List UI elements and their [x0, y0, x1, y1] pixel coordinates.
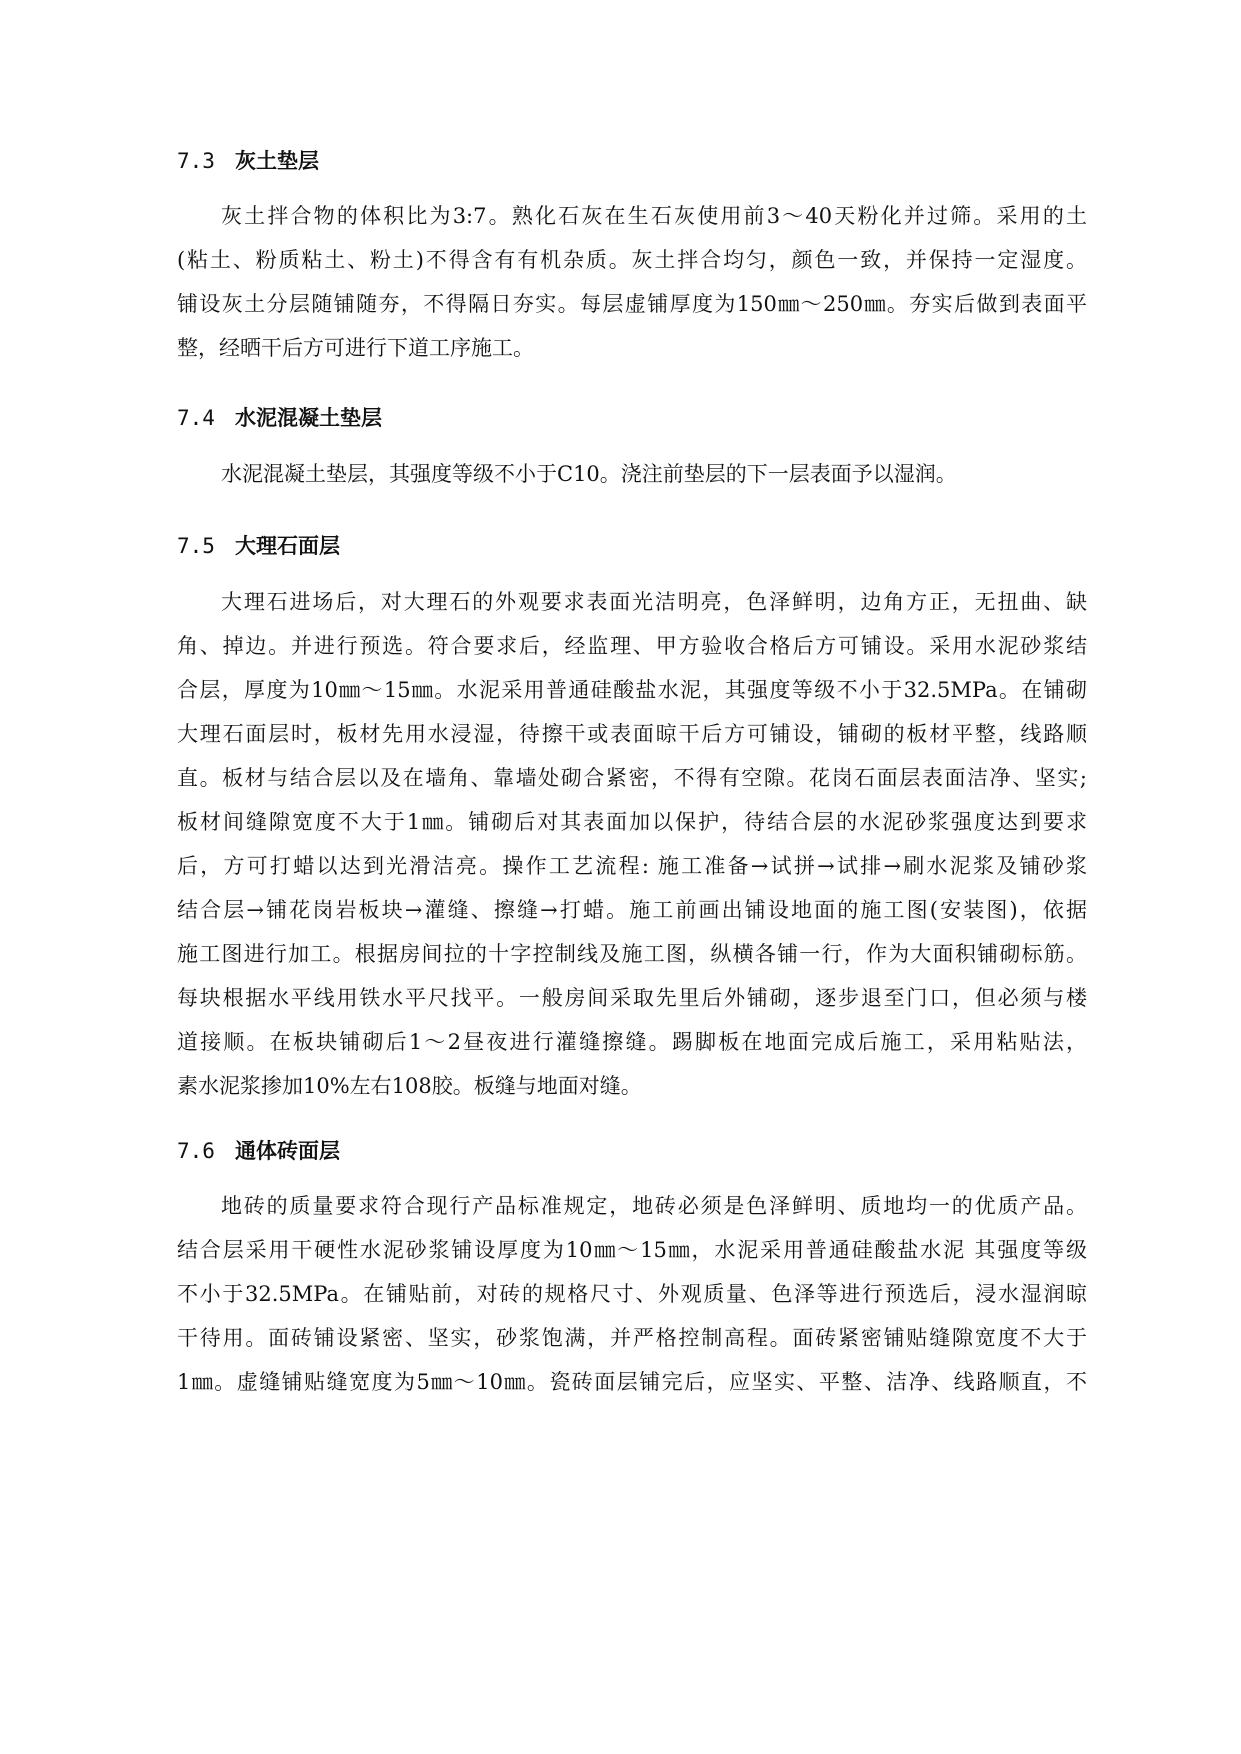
text-line: 合层，厚度为10㎜～15㎜。水泥采用普通硅酸盐水泥，其强度等级不小于32.5MPa。在铺砌: [177, 678, 1087, 702]
text-line: 大理石进场后，对大理石的外观要求表面光洁明亮，色泽鲜明，边角方正，无扭曲、缺: [221, 590, 1087, 614]
text-line: 1㎜。虚缝铺贴缝宽度为5㎜～10㎜。瓷砖面层铺完后，应坚实、平整、洁净、线路顺直，不: [177, 1370, 1087, 1394]
text-line: 后，方可打蜡以达到光滑洁亮。操作工艺流程: 施工准备→试拼→试排→刷水泥浆及铺砂浆: [177, 854, 1087, 878]
text-line: 结合层采用干硬性水泥砂浆铺设厚度为10㎜～15㎜，水泥采用普通硅酸盐水泥 其强度等级: [177, 1238, 1087, 1262]
section-heading-7-4: [177, 403, 382, 433]
text-line: 施工图进行加工。根据房间拉的十字控制线及施工图，纵横各铺一行，作为大面积铺砌标筋。: [177, 942, 1087, 966]
section-heading-7-5: [177, 531, 340, 561]
text-line: 不小于32.5MPa。在铺贴前，对砖的规格尺寸、外观质量、色泽等进行预选后，浸水湿润晾: [177, 1282, 1087, 1306]
section-heading-7-3: [177, 146, 319, 176]
section-paragraph-7-5: [177, 580, 1087, 1108]
text-line: (粘土、粉质粘土、粉土)不得含有有机杂质。灰土拌合均匀，颜色一致，并保持一定湿度。: [177, 248, 1087, 272]
text-line: 角、掉边。并进行预选。符合要求后，经监理、甲方验收合格后方可铺设。采用水泥砂浆结: [177, 634, 1087, 658]
section-number: 7.6: [177, 1139, 215, 1163]
section-title: 大理石面层: [235, 534, 340, 558]
section-heading-7-6: [177, 1136, 340, 1166]
section-number: 7.5: [177, 534, 215, 558]
section-paragraph-7-3: [177, 194, 1087, 370]
section-paragraph-7-4: [177, 452, 1087, 496]
text-line: 干待用。面砖铺设紧密、坚实，砂浆饱满，并严格控制高程。面砖紧密铺贴缝隙宽度不大于: [177, 1326, 1087, 1350]
text-line: 素水泥浆掺加10%左右108胶。板缝与地面对缝。: [177, 1074, 642, 1098]
text-line: 地砖的质量要求符合现行产品标准规定，地砖必须是色泽鲜明、质地均一的优质产品。: [221, 1194, 1087, 1218]
text-line: 板材间缝隙宽度不大于1㎜。铺砌后对其表面加以保护，待结合层的水泥砂浆强度达到要求: [177, 810, 1087, 834]
section-title: 水泥混凝土垫层: [235, 406, 382, 430]
section-number: 7.3: [177, 149, 215, 173]
document-page: [177, 0, 1087, 1754]
section-title: 灰土垫层: [235, 149, 319, 173]
text-line: 道接顺。在板块铺砌后1～2昼夜进行灌缝擦缝。踢脚板在地面完成后施工，采用粘贴法，: [177, 1030, 1087, 1054]
text-line: 结合层→铺花岗岩板块→灌缝、擦缝→打蜡。施工前画出铺设地面的施工图(安装图)，依据: [177, 898, 1087, 922]
text-line: 水泥混凝土垫层，其强度等级不小于C10。浇注前垫层的下一层表面予以湿润。: [221, 462, 957, 486]
text-line: 灰土拌合物的体积比为3:7。熟化石灰在生石灰使用前3～40天粉化并过筛。采用的土: [221, 204, 1087, 228]
text-line: 直。板材与结合层以及在墙角、靠墙处砌合紧密，不得有空隙。花岗石面层表面洁净、坚实;: [177, 766, 1087, 790]
text-line: 每块根据水平线用铁水平尺找平。一般房间采取先里后外铺砌，逐步退至门口，但必须与楼: [177, 986, 1087, 1010]
section-title: 通体砖面层: [235, 1139, 340, 1163]
text-line: 大理石面层时，板材先用水浸湿，待擦干或表面晾干后方可铺设，铺砌的板材平整，线路顺: [177, 722, 1087, 746]
section-number: 7.4: [177, 406, 215, 430]
text-line: 整，经晒干后方可进行下道工序施工。: [177, 336, 534, 360]
section-paragraph-7-6: [177, 1184, 1087, 1404]
text-line: 铺设灰土分层随铺随夯，不得隔日夯实。每层虚铺厚度为150㎜～250㎜。夯实后做到表面平: [177, 292, 1087, 316]
